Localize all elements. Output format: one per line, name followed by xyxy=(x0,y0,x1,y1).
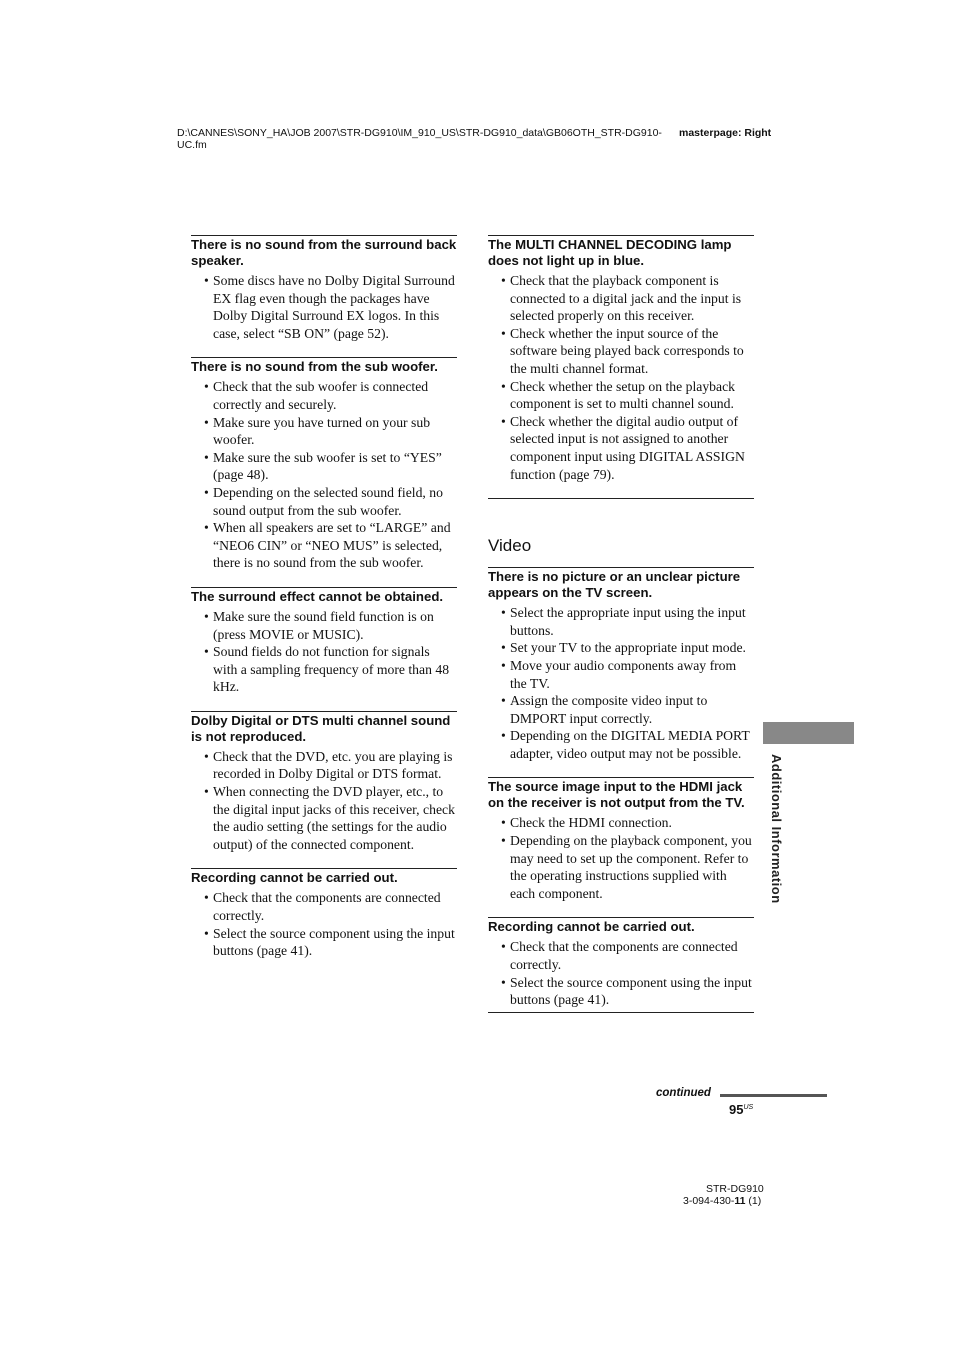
bullet-item xyxy=(488,639,754,657)
bullet-text: Check that the DVD, etc. you are playing is recorded in Dolby Digital or DTS format. xyxy=(213,748,453,782)
bullet-text: Set your TV to the appropriate input mode. xyxy=(510,640,746,656)
bullet-text: Assign the composite video input to DMPORT input correctly. xyxy=(510,693,708,726)
bullet-icon: • xyxy=(501,833,506,849)
left-column xyxy=(191,235,457,975)
bullet-list xyxy=(191,272,457,342)
section-end-rule xyxy=(488,498,754,499)
bullet-icon: • xyxy=(204,608,209,624)
bullet-icon: • xyxy=(501,325,506,341)
bullet-list xyxy=(488,604,754,762)
bullet-icon: • xyxy=(501,640,506,656)
bullet-icon: • xyxy=(501,413,506,429)
bullet-item xyxy=(191,449,457,484)
bullet-text: Check that the components are connected correctly. xyxy=(213,890,441,924)
bullet-item xyxy=(488,657,754,692)
section-heading: Recording cannot be carried out. xyxy=(488,919,695,935)
bullet-icon: • xyxy=(501,728,506,744)
troubleshooting-section xyxy=(191,235,457,342)
bullet-text: Make sure you have turned on your sub woofer. xyxy=(213,414,431,448)
continued-label: continued xyxy=(656,1087,711,1099)
bullet-icon: • xyxy=(501,815,506,831)
bullet-icon: • xyxy=(204,925,209,941)
bullet-text: Select the source component using the input buttons (page 41). xyxy=(213,925,455,959)
bullet-icon: • xyxy=(204,414,209,430)
bullet-icon: • xyxy=(204,449,209,465)
bullet-text: Check whether the setup on the playback component is set to multi channel sound. xyxy=(510,378,736,412)
troubleshooting-section xyxy=(488,567,754,762)
bullet-item xyxy=(191,484,457,519)
bullet-icon: • xyxy=(204,784,209,800)
video-heading: Video xyxy=(488,536,532,556)
side-tab-label: Additional Information xyxy=(769,754,784,904)
bullet-icon: • xyxy=(204,484,209,500)
part-bold: 11 xyxy=(734,1195,746,1207)
side-tab-marker xyxy=(763,722,854,744)
bullet-item xyxy=(488,814,754,832)
troubleshooting-section xyxy=(488,917,754,1008)
bullet-item xyxy=(488,378,754,413)
continued-rule xyxy=(720,1094,827,1097)
bullet-icon: • xyxy=(501,657,506,673)
bullet-icon: • xyxy=(501,605,506,621)
bullet-icon: • xyxy=(501,273,506,288)
bullet-icon: • xyxy=(204,379,209,395)
bullet-item xyxy=(488,727,754,762)
section-heading: The MULTI CHANNEL DECODING lamp does not light up in blue. xyxy=(488,237,732,268)
model-number: STR-DG910 xyxy=(706,1183,764,1195)
bullet-text: Select the source component using the input buttons (page 41). xyxy=(510,974,752,1008)
bullet-icon: • xyxy=(501,939,506,955)
bullet-item xyxy=(488,938,754,973)
bullet-icon: • xyxy=(204,520,209,536)
bullet-icon: • xyxy=(204,748,209,764)
bullet-item xyxy=(191,783,457,853)
section-heading: Dolby Digital or DTS multi channel sound is not reproduced. xyxy=(191,712,451,744)
bullet-text: When connecting the DVD player, etc., to the digital input jacks of this receiver, check the audio setting (the settings for the audio output) of the connected component. xyxy=(213,784,455,852)
bullet-item xyxy=(191,272,457,342)
bullet-text: Check the HDMI connection. xyxy=(510,815,672,831)
bullet-icon: • xyxy=(204,890,209,906)
header-masterpage: masterpage: Right xyxy=(679,127,772,139)
bullet-item xyxy=(488,604,754,639)
bullet-item xyxy=(488,272,754,325)
bullet-text: Select the appropriate input using the input buttons. xyxy=(510,605,746,638)
troubleshooting-section xyxy=(488,235,754,483)
part-suffix: (1) xyxy=(745,1195,762,1207)
bullet-text: Depending on the DIGITAL MEDIA PORT adapter, video output may not be possible. xyxy=(510,728,750,761)
section-end-rule xyxy=(488,1012,754,1013)
troubleshooting-section xyxy=(191,587,457,696)
page-number-value: 95 xyxy=(729,1102,744,1117)
right-top-sections xyxy=(488,235,754,483)
bullet-item xyxy=(488,832,754,902)
header-file-path: D:\CANNES\SONY_HA\JOB 2007\STR-DG910\IM_910_US\STR-DG910_data\GB06OTH_STR-DG910-UC.fm xyxy=(177,127,662,151)
bullet-list xyxy=(191,748,457,854)
bullet-text: Check that the components are connected correctly. xyxy=(510,939,738,973)
page-number-suffix: US xyxy=(743,1104,754,1111)
bullet-item xyxy=(488,692,754,727)
bullet-list xyxy=(488,938,754,1008)
bullet-item xyxy=(191,414,457,449)
part-prefix: 3-094-430- xyxy=(683,1195,735,1207)
troubleshooting-section xyxy=(191,357,457,572)
section-heading: The source image input to the HDMI jack on the receiver is not output from the TV. xyxy=(488,779,745,811)
troubleshooting-section xyxy=(191,711,457,854)
bullet-item xyxy=(488,413,754,483)
bullet-item xyxy=(488,325,754,378)
bullet-text: When all speakers are set to “LARGE” and “NEO6 CIN” or “NEO MUS” is selected, there is no sound from the sub woofer. xyxy=(213,520,451,571)
bullet-text: Check that the sub woofer is connected correctly and securely. xyxy=(213,379,429,412)
section-heading: The surround effect cannot be obtained. xyxy=(191,588,444,604)
bullet-text: Check whether the digital audio output of selected input is not assigned to another component input using DIGITAL ASSIGN function (page 79). xyxy=(510,413,745,482)
bullet-text: Check that the playback component is connected to a digital jack and the input is selected properly on this receiver. xyxy=(510,273,742,324)
bullet-text: Move your audio components away from the TV. xyxy=(510,657,737,691)
bullet-icon: • xyxy=(501,378,506,394)
bullet-item xyxy=(191,643,457,696)
bullet-list xyxy=(488,814,754,902)
bullet-item xyxy=(191,608,457,643)
bullet-list xyxy=(191,378,457,572)
bullet-icon: • xyxy=(204,273,209,288)
bullet-icon: • xyxy=(501,693,506,709)
troubleshooting-section xyxy=(191,868,457,959)
bullet-text: Check whether the input source of the software being played back corresponds to the multi channel format. xyxy=(510,325,744,376)
bullet-text: Depending on the selected sound field, no sound output from the sub woofer. xyxy=(213,484,443,518)
troubleshooting-section xyxy=(488,777,754,902)
bullet-text: Make sure the sub woofer is set to “YES” (page 48). xyxy=(213,449,442,483)
video-sections xyxy=(488,567,754,1009)
bullet-item xyxy=(191,378,457,413)
bullet-item xyxy=(191,519,457,572)
right-column xyxy=(488,235,754,1013)
bullet-text: Some discs have no Dolby Digital Surround EX flag even though the packages have Dolby Digital Surround EX logos. In this case, select “SB ON” (page 52). xyxy=(213,273,455,341)
section-heading: There is no picture or an unclear picture appears on the TV screen. xyxy=(488,569,741,601)
bullet-item xyxy=(191,925,457,960)
section-heading: There is no sound from the surround back speaker. xyxy=(191,237,457,268)
section-heading: Recording cannot be carried out. xyxy=(191,870,398,886)
part-number xyxy=(683,1195,761,1207)
bullet-list xyxy=(191,608,457,696)
bullet-text: Sound fields do not function for signals with a sampling frequency of more than 48 kHz. xyxy=(213,644,450,695)
bullet-list xyxy=(488,272,754,483)
bullet-text: Depending on the playback component, you may need to set up the component. Refer to the operating instructions supplied with each component. xyxy=(510,833,752,901)
section-heading: There is no sound from the sub woofer. xyxy=(191,359,438,375)
bullet-item xyxy=(488,974,754,1009)
bullet-item xyxy=(191,889,457,924)
bullet-text: Make sure the sound field function is on (press MOVIE or MUSIC). xyxy=(213,608,434,642)
bullet-icon: • xyxy=(204,644,209,660)
bullet-list xyxy=(191,889,457,959)
bullet-icon: • xyxy=(501,974,506,990)
page-number xyxy=(729,1102,753,1117)
bullet-item xyxy=(191,748,457,783)
